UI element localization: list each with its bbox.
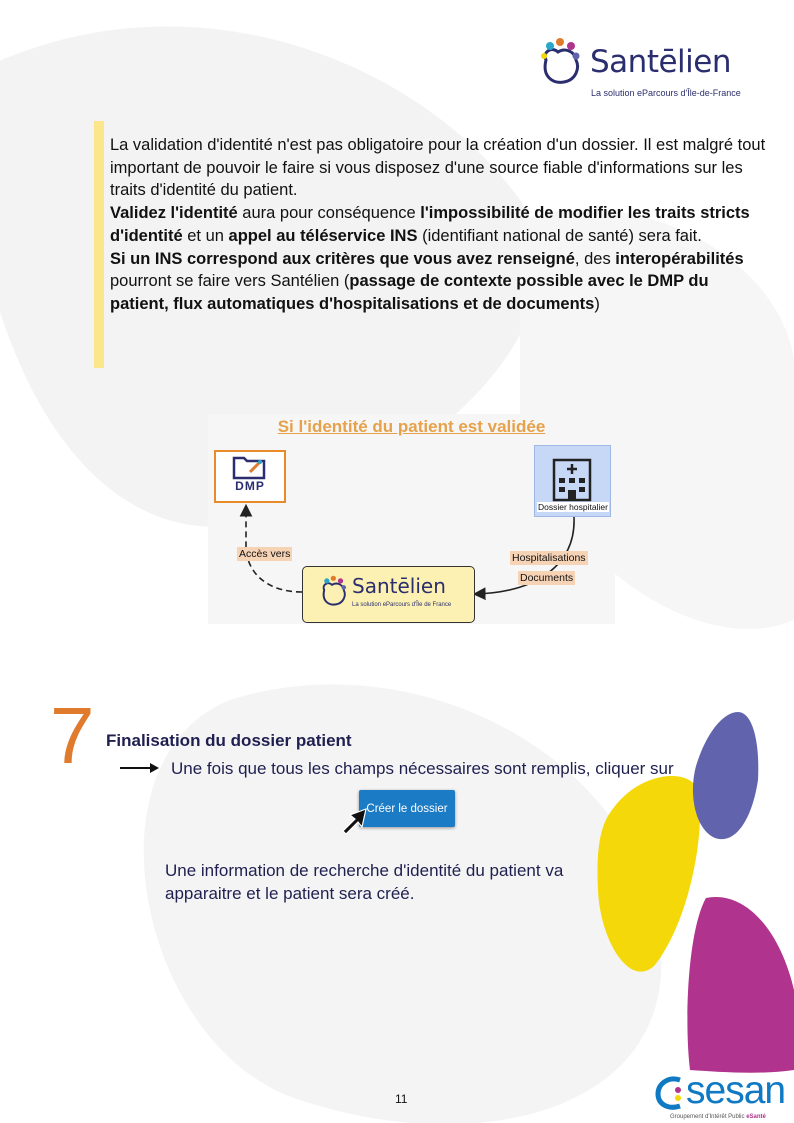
note-text: et un (182, 226, 229, 245)
logo-tagline: La solution eParcours d'Île-de-France (591, 88, 741, 98)
santelien-node-name: Santēlien (352, 574, 446, 598)
note-bold: Validez l'identité (110, 204, 238, 223)
sesan-tag-prefix: Groupement d'Intérêt Public (670, 1114, 747, 1120)
interoperability-diagram (208, 414, 615, 624)
note-text: , des (574, 249, 616, 268)
sesan-tag-bold: eSanté (746, 1114, 766, 1120)
santelien-emblem-icon (319, 575, 349, 609)
dmp-folder-icon (230, 454, 270, 482)
sesan-emblem-icon (654, 1074, 688, 1112)
flow-label-hospitalisations: Hospitalisations (512, 552, 586, 564)
note-text: ) (594, 294, 600, 313)
identity-note (110, 134, 770, 316)
sesan-name: sesan (686, 1069, 786, 1112)
diagram-title: Si l'identité du patient est validée (277, 417, 546, 436)
access-label: Accès vers (239, 548, 291, 560)
sesan-tagline (670, 1114, 766, 1120)
santelien-node (302, 566, 475, 623)
hospital-building-icon (550, 450, 594, 504)
step-result: Une information de recherche d'identité du patient va apparaitre et le patient sera créé. (165, 861, 564, 903)
note-bold: passage de contexte possible avec le DMP du patient, flux automatiques d'hospitalisations et de documents (110, 272, 709, 313)
note-text: (identifiant national de santé) sera fait. (417, 226, 702, 245)
mouse-cursor-icon (340, 806, 370, 836)
note-bold: l'impossibilité de modifier les traits stricts d'identité (110, 204, 750, 245)
note-paragraph-3 (110, 248, 770, 316)
note-bold: appel au téléservice INS (228, 226, 418, 245)
note-text: pourront se faire vers Santélien ( (110, 272, 350, 291)
step-number: 7 (50, 691, 95, 780)
step-instruction: Une fois que tous les champs nécessaires sont remplis, cliquer sur (171, 759, 674, 778)
dmp-label: DMP (235, 479, 265, 493)
note-accent-bar (94, 121, 104, 368)
right-arrow-icon (120, 761, 160, 775)
page-number: 11 (395, 1092, 408, 1106)
santelien-node-tagline: La solution eParcours d'Île de France (352, 602, 452, 608)
dmp-node (214, 450, 286, 503)
sesan-logo (654, 1069, 794, 1123)
flow-label-documents: Documents (520, 572, 574, 584)
logo-name: Santēlien (590, 44, 731, 80)
note-paragraph-1: La validation d'identité n'est pas obligatoire pour la création d'un dossier. Il est malgré tout important de pouvoir le faire si vous disposez d'une source fiable d'informations sur les traits d'identité du patient. (110, 136, 766, 200)
note-text: aura pour conséquence (237, 204, 421, 223)
note-paragraph-2 (110, 202, 770, 247)
step-title: Finalisation du dossier patient (106, 731, 352, 750)
create-dossier-button[interactable]: Créer le dossier (359, 790, 455, 827)
hospital-label: Dossier hospitalier (538, 502, 608, 512)
santelien-emblem-icon (538, 38, 584, 88)
note-bold: Si un INS correspond aux critères que vous avez renseigné (110, 249, 575, 268)
note-bold: interopérabilités (615, 249, 744, 268)
santelien-logo (538, 38, 753, 104)
